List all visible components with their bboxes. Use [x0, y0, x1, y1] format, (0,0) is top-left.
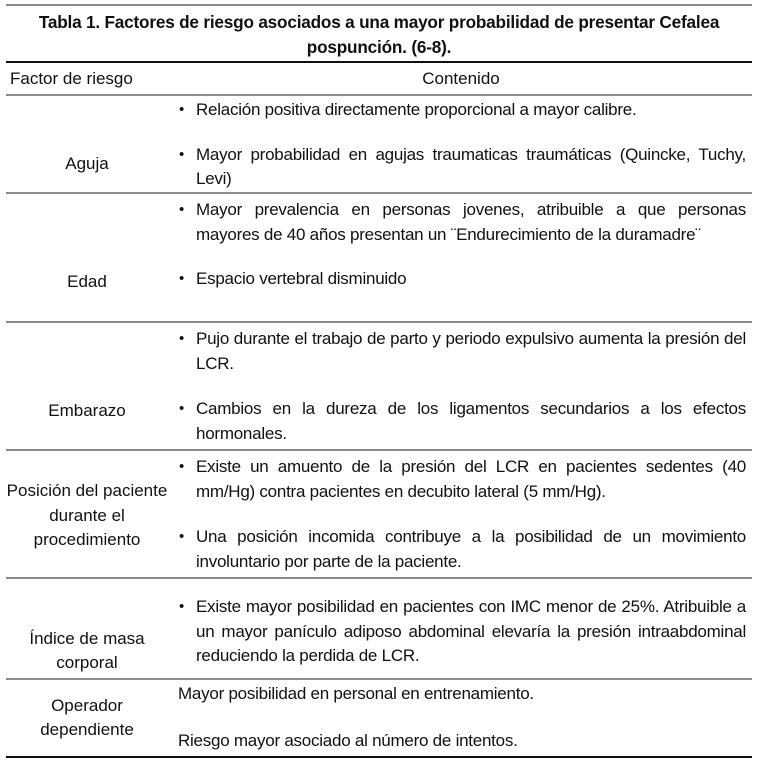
content-cell [176, 98, 746, 192]
bullet-icon: • [179, 330, 185, 347]
bullet-icon: • [179, 270, 185, 287]
factor-label: Aguja [65, 154, 109, 173]
plain-item: Riesgo mayor asociado al número de intentos. [178, 730, 518, 750]
bullet-icon: • [179, 201, 185, 218]
list-item [176, 267, 746, 292]
item-text: Mayor probabilidad en agujas traumaticas traumáticas (Quincke, Tuchy, Levi) [196, 144, 746, 188]
item-text: Espacio vertebral disminuido [196, 269, 407, 288]
list-item [176, 595, 746, 669]
list-item [176, 198, 746, 247]
item-text: Pujo durante el trabajo de parto y periodo expulsivo aumenta la presión del LCR. [196, 329, 746, 373]
content-cell [178, 682, 748, 753]
item-text: Cambios en la dureza de los ligamentos secundarios a los efectos hormonales. [196, 399, 746, 443]
factor-label: Posición del paciente durante el procedimiento [6, 481, 168, 550]
table-title-line-1: Tabla 1. Factores de riesgo asociados a una mayor probabilidad de presentar Cefalea [38, 12, 720, 32]
table-title [6, 10, 752, 60]
item-text: Existe un amuento de la presión del LCR en pacientes sedentes (40 mm/Hg) contra pacientes en decubito lateral (5 mm/Hg). [196, 457, 746, 501]
item-text: Mayor prevalencia en personas jovenes, atribuible a que personas mayores de 40 años presentan un ¨Endurecimiento de la duramadre¨ [196, 200, 746, 244]
list-item [176, 98, 746, 123]
plain-item: Mayor posibilidad en personal en entrenamiento. [178, 684, 534, 703]
content-cell [176, 595, 746, 669]
list-item [176, 327, 746, 376]
bullet-icon: • [179, 101, 185, 118]
table-row-edad [6, 194, 752, 321]
table-row-embarazo [6, 323, 752, 449]
table-row-posicion [6, 451, 752, 577]
factor-label: Embarazo [48, 401, 126, 420]
table-row-operador [6, 680, 752, 756]
column-header-factor: Factor de riesgo [10, 69, 133, 88]
content-cell [176, 327, 746, 446]
bullet-icon: • [179, 598, 185, 615]
content-cell [176, 198, 746, 292]
factor-label: Edad [67, 272, 107, 291]
bullet-icon: • [179, 528, 185, 545]
bullet-icon: • [179, 400, 185, 417]
column-header-content: Contenido [422, 69, 500, 88]
content-cell [176, 455, 746, 574]
bullet-icon: • [179, 145, 185, 163]
bullet-icon: • [179, 458, 185, 475]
item-text: Existe mayor posibilidad en pacientes con IMC menor de 25%. Atribuible a un mayor panículo adiposo abdominal elevaría la presión intraabdominal reduciendo la perdida de LCR. [196, 597, 746, 665]
table-row-imc [6, 579, 752, 678]
table-bottom-rule [6, 756, 752, 758]
factor-label: Índice de masa corporal [29, 629, 145, 672]
table-top-rule [6, 4, 752, 6]
title-rule [6, 61, 752, 63]
list-item [176, 397, 746, 446]
list-item [176, 525, 746, 574]
item-text: Relación positiva directamente proporcional a mayor calibre. [196, 100, 637, 119]
table-title-line-2: pospunción. (6-8). [306, 37, 452, 57]
table-row-aguja [6, 96, 752, 192]
list-item [176, 143, 746, 192]
item-text: Una posición incomida contribuye a la posibilidad de un movimiento involuntario por parte de la paciente. [196, 527, 746, 571]
list-item [176, 455, 746, 504]
factor-label: Operador dependiente [40, 696, 134, 739]
